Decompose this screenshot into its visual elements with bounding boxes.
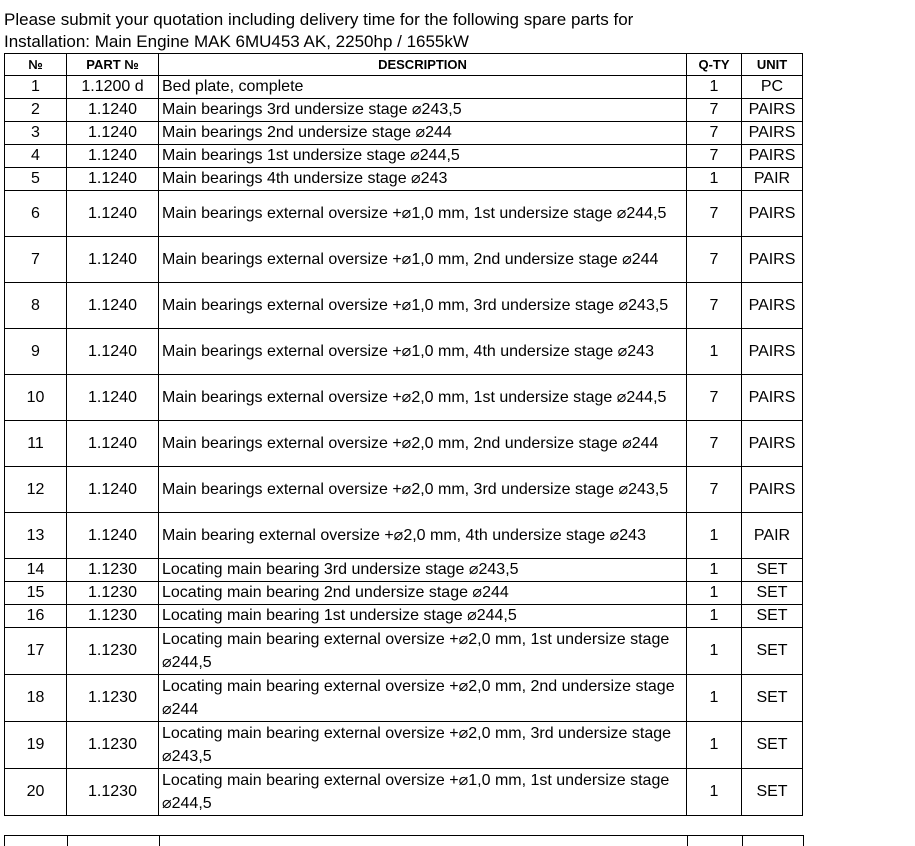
table-row [5,237,803,283]
row-qty: 1 [687,559,742,582]
row-part: 1.1230 [67,559,159,582]
row-unit: SET [742,722,803,769]
row-unit: SET [742,582,803,605]
row-description: Main bearings external oversize +⌀1,0 mm, 2nd undersize stage ⌀244 [159,237,687,283]
row-num: 9 [5,329,67,375]
row-unit: PAIR [742,168,803,191]
row-qty: 7 [687,99,742,122]
row-unit: PAIRS [742,375,803,421]
row-part: 1.1230 [67,628,159,675]
row-unit: SET [742,628,803,675]
row-description: Main bearings external oversize +⌀2,0 mm, 1st undersize stage ⌀244,5 [159,375,687,421]
row-qty: 7 [687,237,742,283]
row-qty: 1 [687,769,742,816]
header-num: № [5,54,67,76]
row-part: 1.1230 [67,769,159,816]
header-part: PART № [67,54,159,76]
row-unit: PAIRS [742,191,803,237]
row-description: Main bearings external oversize +⌀2,0 mm, 2nd undersize stage ⌀244 [159,421,687,467]
row-description: Main bearings 4th undersize stage ⌀243 [159,168,687,191]
row-description: Main bearings external oversize +⌀1,0 mm, 1st undersize stage ⌀244,5 [159,191,687,237]
row-num: 4 [5,145,67,168]
row-num: 12 [5,467,67,513]
table-row [5,191,803,237]
row-part: 1.1240 [67,467,159,513]
row-part: 1.1240 [67,191,159,237]
table-header-row [5,54,803,76]
row-description: Bed plate, complete [159,76,687,99]
row-unit: SET [742,769,803,816]
row-num: 11 [5,421,67,467]
row-unit: PAIRS [742,467,803,513]
row-num: 15 [5,582,67,605]
row-description: Locating main bearing external oversize +⌀1,0 mm, 1st undersize stage ⌀244,5 [159,769,687,816]
row-num: 3 [5,122,67,145]
row-num: 14 [5,559,67,582]
row-num: 2 [5,99,67,122]
row-qty: 7 [687,467,742,513]
table-row [5,375,803,421]
row-part: 1.1240 [67,237,159,283]
header-unit: UNIT [742,54,803,76]
row-description: Main bearings external oversize +⌀1,0 mm, 4th undersize stage ⌀243 [159,329,687,375]
row-unit: PAIRS [742,329,803,375]
row-qty: 7 [687,191,742,237]
next-row-cut-off [4,835,804,846]
row-qty: 7 [687,283,742,329]
row-num: 20 [5,769,67,816]
row-num: 10 [5,375,67,421]
row-unit: SET [742,559,803,582]
row-part: 1.1240 [67,168,159,191]
table-row [5,122,803,145]
row-description: Locating main bearing external oversize +⌀2,0 mm, 3rd undersize stage ⌀243,5 [159,722,687,769]
row-description: Main bearings 1st undersize stage ⌀244,5 [159,145,687,168]
row-part: 1.1240 [67,421,159,467]
row-qty: 7 [687,122,742,145]
row-unit: PAIR [742,513,803,559]
row-unit: PC [742,76,803,99]
table-row [5,559,803,582]
table-row [5,722,803,769]
row-part: 1.1240 [67,375,159,421]
row-num: 19 [5,722,67,769]
row-description: Main bearings 3rd undersize stage ⌀243,5 [159,99,687,122]
row-description: Main bearings 2nd undersize stage ⌀244 [159,122,687,145]
row-unit: PAIRS [742,99,803,122]
row-description: Main bearing external oversize +⌀2,0 mm, 4th undersize stage ⌀243 [159,513,687,559]
table-row [5,421,803,467]
row-description: Main bearings external oversize +⌀2,0 mm, 3rd undersize stage ⌀243,5 [159,467,687,513]
row-num: 5 [5,168,67,191]
row-qty: 1 [687,605,742,628]
row-unit: PAIRS [742,122,803,145]
row-qty: 1 [687,582,742,605]
row-num: 1 [5,76,67,99]
table-row [5,628,803,675]
table-row [5,513,803,559]
row-part: 1.1230 [67,582,159,605]
table-row [5,283,803,329]
row-qty: 1 [687,76,742,99]
row-qty: 1 [687,628,742,675]
row-num: 7 [5,237,67,283]
intro-line-installation: Installation: Main Engine MAK 6MU453 AK, 2250hp / 1655kW [4,32,469,51]
row-qty: 1 [687,675,742,722]
row-qty: 1 [687,168,742,191]
row-description: Main bearings external oversize +⌀1,0 mm, 3rd undersize stage ⌀243,5 [159,283,687,329]
row-unit: SET [742,675,803,722]
row-unit: PAIRS [742,283,803,329]
row-description: Locating main bearing 3rd undersize stage ⌀243,5 [159,559,687,582]
row-num: 17 [5,628,67,675]
row-qty: 7 [687,145,742,168]
header-qty: Q-TY [687,54,742,76]
row-num: 8 [5,283,67,329]
header-description: DESCRIPTION [159,54,687,76]
row-part: 1.1240 [67,99,159,122]
table-row [5,145,803,168]
row-part: 1.1230 [67,722,159,769]
row-description: Locating main bearing external oversize +⌀2,0 mm, 2nd undersize stage ⌀244 [159,675,687,722]
table-row [5,582,803,605]
intro-text [4,9,633,53]
table-row [5,168,803,191]
row-unit: PAIRS [742,421,803,467]
row-unit: PAIRS [742,145,803,168]
row-qty: 1 [687,722,742,769]
table-row [5,675,803,722]
spare-parts-table [4,53,803,816]
row-part: 1.1240 [67,122,159,145]
table-row [5,76,803,99]
row-qty: 1 [687,513,742,559]
row-part: 1.1240 [67,329,159,375]
row-description: Locating main bearing 1st undersize stage ⌀244,5 [159,605,687,628]
table-row [5,769,803,816]
row-unit: SET [742,605,803,628]
row-part: 1.1200 d [67,76,159,99]
table-row [5,329,803,375]
row-num: 6 [5,191,67,237]
table-row [5,99,803,122]
row-num: 13 [5,513,67,559]
row-part: 1.1240 [67,283,159,329]
row-qty: 1 [687,329,742,375]
row-description: Locating main bearing 2nd undersize stage ⌀244 [159,582,687,605]
row-description: Locating main bearing external oversize +⌀2,0 mm, 1st undersize stage ⌀244,5 [159,628,687,675]
row-num: 18 [5,675,67,722]
row-qty: 7 [687,375,742,421]
row-part: 1.1240 [67,145,159,168]
row-num: 16 [5,605,67,628]
row-part: 1.1230 [67,675,159,722]
row-unit: PAIRS [742,237,803,283]
row-part: 1.1230 [67,605,159,628]
row-part: 1.1240 [67,513,159,559]
intro-line-request: Please submit your quotation including delivery time for the following spare parts for [4,10,634,29]
table-row [5,467,803,513]
table-row [5,605,803,628]
row-qty: 7 [687,421,742,467]
